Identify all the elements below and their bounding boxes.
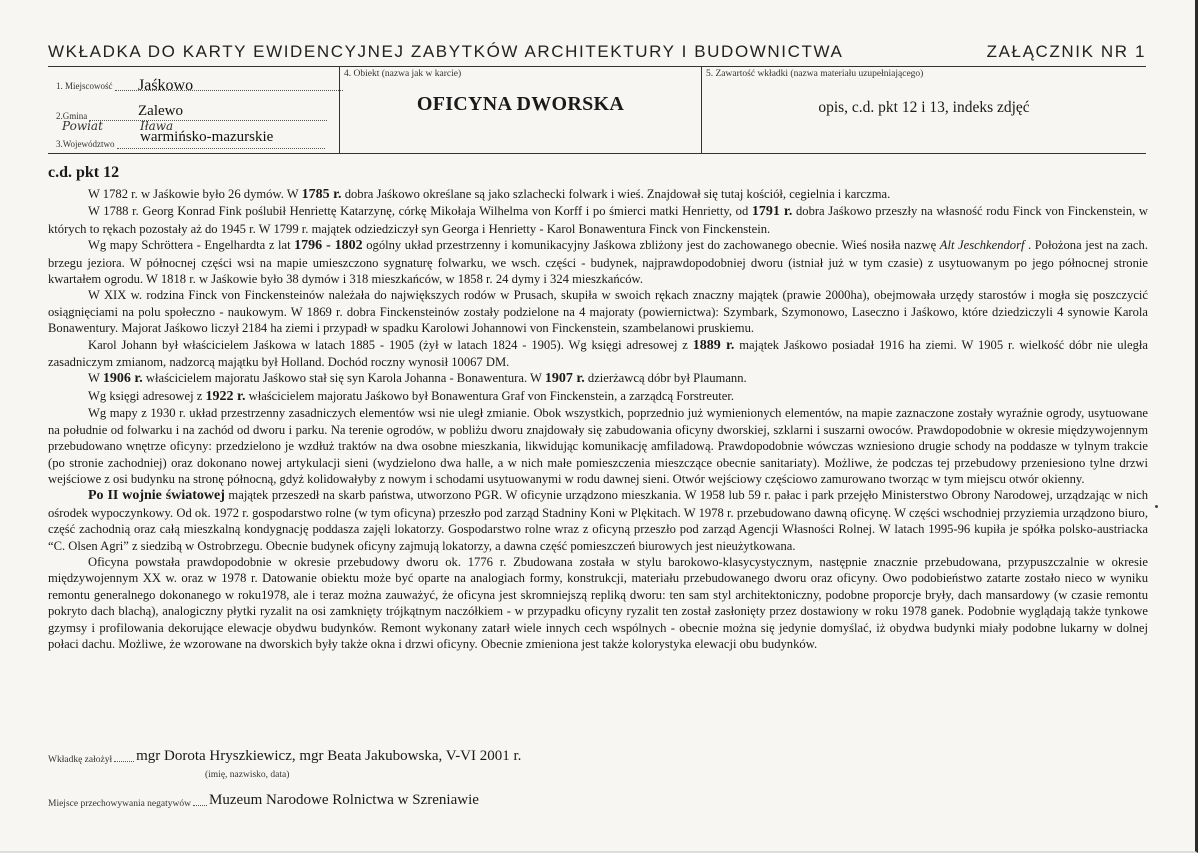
gmina-label: 2.Gmina	[56, 111, 88, 121]
paragraph: Po II wojnie światowej majątek przeszedł na skarb państwa, utworzono PGR. W oficynie urządzono mieszkania. W 1958 lub 59 r. pałac i park przejęło Ministerstwo Obrony Narodowej, urządzając w nich ośrodek wypoczynkowy. Od ok. 1972 r. gospodarstwo rolne (w tym oficyna) przeszło pod zarząd Stadniny Koni w Plękitach. W 1978 r. przebudowano dawną oficynę. W części wschodniej przyziemia urządzono biuro, część zachodnią oraz całą mieszkalną kondygnację poddasza zajęli lokatorzy. Gospodarstwo rolne wraz z oficyną przeszło pod zarząd Agencji Własności Rolnej. W latach 1995-96 kupiła je spółka polsko-austriacka “C. Olsen Agri” z siedzibą w Ostrobrzegu. Obecnie budynek oficyny zajmują lokatorzy, a dawna część pomieszczeń biurowych jest nieużytkowana.	[48, 488, 1148, 553]
object-label: 4. Obiekt (nazwa jak w karcie)	[344, 69, 462, 79]
attachment-number: ZAŁĄCZNIK NR 1	[986, 42, 1146, 61]
object-cell	[340, 67, 702, 153]
paragraph: Wg mapy Schröttera - Engelhardta z lat 1796 - 1802 ogólny układ przestrzenny i komunikacyjny Jaśkowa zbliżony jest do zachowanego obecnie. Wieś nosiła nazwę Alt Jeschkendorf . Położona jest na zach. brzegu jeziora. W północnej części wsi na mapie umieszczono sygnaturę folwarku, we wsch. części - budynek, najprawdopodobniej dworu (istniał już w tym czasie) z usytuowanym po jego północnej stronie kwartałem ogrodu. W 1818 r. w Jaśkowie było 38 dymów i 318 mieszkańców, w 1858 r. 24 dymy i 324 mieszkańców.	[48, 238, 1148, 287]
paragraph: W 1782 r. w Jaśkowie było 26 dymów. W 1785 r. dobra Jaśkowo określane są jako szlachecki folwark i wieś. Znajdował się tutaj kościół, cegielnia i karczma.	[88, 187, 891, 202]
storage-label: Miejsce przechowywania negatywów	[48, 799, 191, 809]
town-field	[56, 81, 343, 91]
powiat-value: Iława	[140, 119, 174, 133]
storage-value: Muzeum Narodowe Rolnictwa w Szreniawie	[208, 792, 479, 808]
section-heading: c.d. pkt 12	[48, 164, 120, 181]
gmina-value: Zalewo	[138, 103, 183, 119]
form-header	[48, 42, 1146, 62]
voivodeship-label: 3.Województwo	[56, 139, 115, 149]
paragraph: Wg księgi adresowej z 1922 r. właścicielem majoratu Jaśkowo był Bonawentura Graf von Finckenstein, a zarządcą Forstreuter.	[88, 388, 734, 404]
contents-label: 5. Zawartość wkładki (nazwa materiału uzupełniającego)	[706, 69, 924, 79]
paragraph: W 1906 r. właścicielem majoratu Jaśkowo stał się syn Karola Johanna - Bonawentura. W 1907 r. dzierżawcą dóbr był Plaumann.	[88, 371, 747, 387]
voivodeship-value: warmińsko-mazurskie	[140, 129, 274, 145]
town-label: 1. Miejscowość	[56, 81, 113, 91]
paragraph: W 1788 r. Georg Konrad Fink poślubił Henriettę Katarzynę, córkę Mikołaja Wilhelma von Korff i po śmierci matki Henrietty, od 1791 r. dobra Jaśkowo przeszły na własność rodu Finck von Finckenstein, w których to rękach pozostały aż do 1945 r. W 1799 r. majątek odziedziczył syn Georga i Henrietty - Karol Bonawentura Finck von Finckenstein.	[48, 204, 1149, 236]
author-value: mgr Dorota Hryszkiewicz, mgr Beata Jakubowska, V-VI 2001 r.	[136, 748, 522, 764]
powiat-label: Powiat	[62, 119, 103, 133]
town-value: Jaśkowo	[138, 77, 194, 94]
form-title: WKŁADKA DO KARTY EWIDENCYJNEJ ZABYTKÓW ARCHITEKTURY I BUDOWNICTWA	[48, 42, 844, 61]
description-body	[48, 186, 1148, 652]
author-field	[48, 748, 521, 765]
contents-cell	[702, 67, 1146, 153]
contents-value: opis, c.d. pkt 12 i 13, indeks zdjęć	[818, 99, 1030, 116]
paragraph: W XIX w. rodzina Finck von Finckensteinów należała do największych rodów w Prusach, skupiła w swoich rękach znaczny majątek (prawie 2000ha), obejmowała urzędy starostów i mogła się poszczycić osiągnięciami na polu społeczno - naukowym. W 1869 r. dobra Finckensteinów zostały podzielone na 4 majoraty (powiernictwa): Szymbark, Szymonowo, Laseczno i Jaśkowo, które dziedziczyli 4 synowie Karola Bonawentury. Majorat Jaśkowo liczył 2184 ha ziemi i przypadł w spadku Karolowi Johannowi von Finckenstein, szambelanowi pruskiemu.	[48, 288, 1148, 336]
paragraph: Oficyna powstała prawdopodobnie w okresie przebudowy dworu ok. 1776 r. Zbudowana została w stylu barokowo-klasycystycznym, następnie znacznie przebudowana, przypuszczalnie w okresie międzywojennym XX w. oraz w 1978 r. Datowanie obiektu może być oparte na analogiach formy, konstrukcji, materiału przebudowanego dworu oraz oficyny. Owo podobieństwo zatarte zostało nieco w wyniku remontu generalnego dokonanego w roku1978, ale i teraz można zauważyć, że oficyna jest skromniejszą repliką dworu: ten sam styl architektoniczny, podobne proporcje bryły, dach mansardowy (w czasie remontu pokryto dach blachą), analogiczny płytki ryzalit na osi zamknięty trójkątnym naczółkiem - w przypadku oficyny ryzalit ten został zasłonięty przez dostawiony w roku 1978 ganek. Podobnie wyglądają także tynkowe gzymsy i profilowania dekorujące elewacje obydwu budynków. Remont wykonany zatarł wiele innych cech wspólnych - obecnie można się jedynie domyślać, iż obydwa budynki miały podobne lukarny w dolnej połaci dachu. Możliwe, że wzorowane na dworskich były także okna i drzwi oficyny. Obecnie zmieniona jest także kolorystyka elewacji obu budynków.	[48, 554, 1148, 651]
location-cell	[48, 67, 340, 153]
paragraph: Wg mapy z 1930 r. układ przestrzenny zasadniczych elementów wsi nie uległ zmianie. Obok wszystkich, poprzednio już wymienionych elementów, na mapie zaznaczone zostały wyraźnie ogrody, usytuowane na południe od folwarku i na zachód od dworu i parku. Na terenie ogrodów, w pobliżu dworu znajdowały się zabudowania oficyny dworskiej, szklarni i suszarni owoców. Prawdopodobnie w okresie międzywojennym przebudowano wnętrze oficyny: przedzielono je wzdłuż traktów na dwa osobne mieszkania, likwidując komunikację amfiladową. Prawdopodobnie wówczas wzniesiono drugie schody na poddasze w tylnym trakcie (po stronie zachodniej) oraz dokonano nowej artykulacji sieni (wydzielono dwa halle, a w nich małe pomieszczenia mieszczące obecnie sanitariaty). Możliwe, że podczas tej przebudowy przeniesiono tylne drzwi wejściowe z osi budynku na stronę północną, gdyż kolidowałyby z nowym i schodami usytuowanymi w rodu dawnej sieni. Otwór wejściowy częściowo zamurowano tworząc w tym miejscu otwór okienny.	[48, 406, 1148, 486]
paragraph: Karol Johann był właścicielem Jaśkowa w latach 1885 - 1905 (żył w latach 1824 - 1905). Wg księgi adresowej z 1889 r. majątek Jaśkowo posiadał 1916 ha ziemi. W 1905 r. wielkość dóbr nie uległa zasadniczym zmianom, nadzorcą majątku był Holland. Dochód roczny wynosił 10067 DM.	[48, 337, 1148, 370]
scan-speck	[1155, 505, 1158, 508]
author-label: Wkładkę założył	[48, 755, 113, 765]
storage-field	[48, 792, 479, 809]
header-table	[48, 66, 1146, 154]
author-hint: (imię, nazwisko, data)	[205, 770, 290, 780]
object-name: OFICYNA DWORSKA	[416, 93, 625, 115]
